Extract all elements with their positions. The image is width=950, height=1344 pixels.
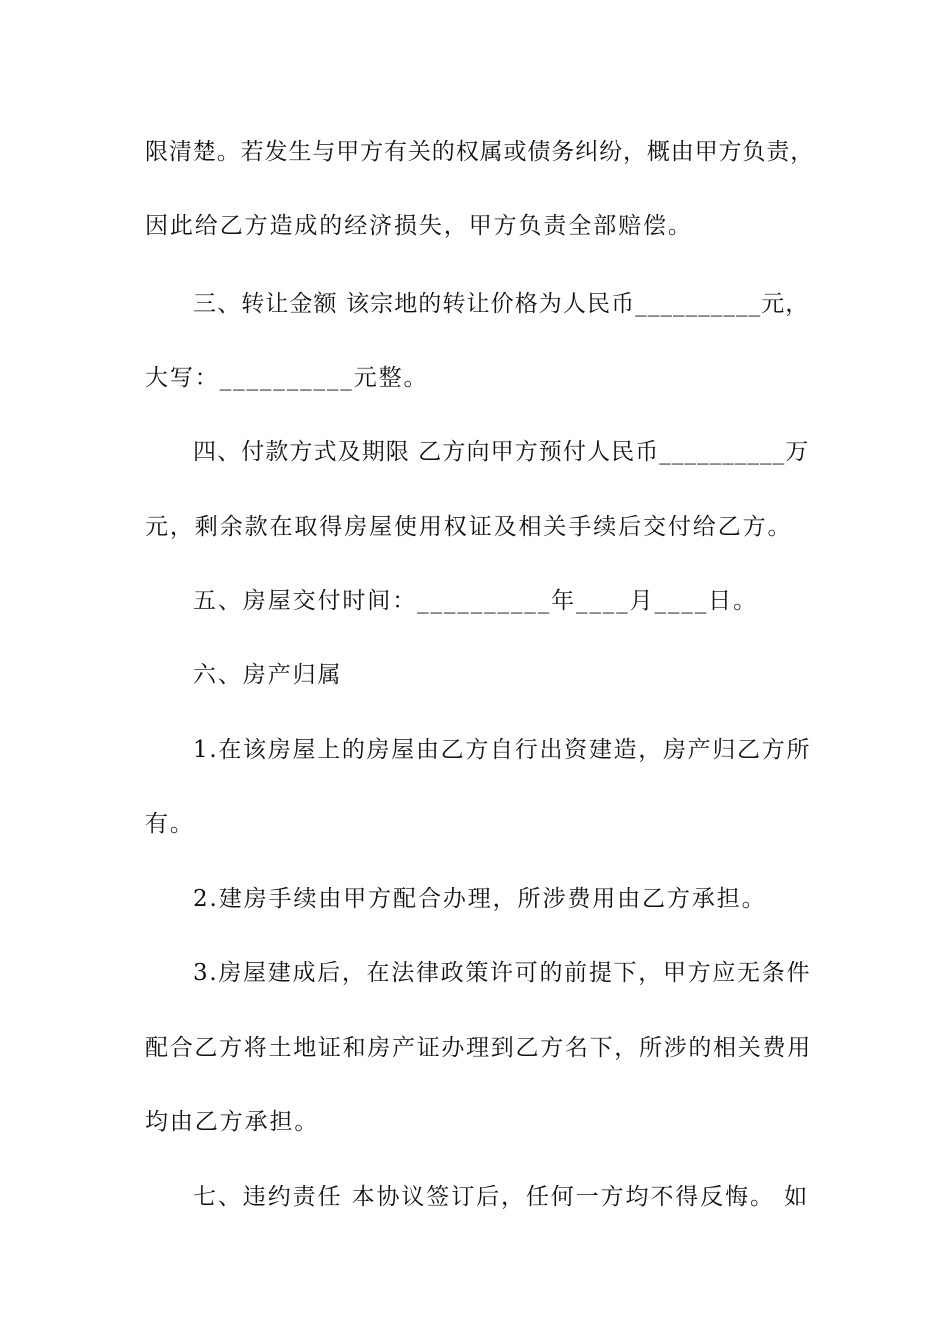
paragraph-line: 有。 bbox=[145, 811, 195, 837]
clause-three-line: 三、转让金额 该宗地的转让价格为人民币__________元， bbox=[193, 291, 810, 317]
clause-six-heading: 六、房产归属 bbox=[193, 662, 343, 688]
clause-seven-line: 七、违约责任 本协议签订后，任何一方均不得反悔。 如 bbox=[193, 1184, 810, 1210]
item-one-line: 1.在该房屋上的房屋由乙方自行出资建造，房产归乙方所 bbox=[193, 737, 812, 763]
paragraph-line: 均由乙方承担。 bbox=[145, 1109, 320, 1135]
paragraph-line: 限清楚。若发生与甲方有关的权属或债务纠纷，概由甲方负责， bbox=[145, 139, 815, 165]
item-three-line: 3.房屋建成后，在法律政策许可的前提下，甲方应无条件 bbox=[193, 960, 812, 986]
clause-four-line: 四、付款方式及期限 乙方向甲方预付人民币__________万 bbox=[193, 439, 810, 465]
paragraph-line: 元，剩余款在取得房屋使用权证及相关手续后交付给乙方。 bbox=[145, 514, 793, 540]
clause-five-line: 五、房屋交付时间：__________年____月____日。 bbox=[193, 588, 758, 614]
paragraph-line: 配合乙方将土地证和房产证办理到乙方名下，所涉的相关费用 bbox=[145, 1035, 812, 1061]
item-two-line: 2.建房手续由甲方配合办理，所涉费用由乙方承担。 bbox=[193, 886, 767, 912]
paragraph-line: 大写：__________元整。 bbox=[145, 365, 429, 391]
paragraph-line: 因此给乙方造成的经济损失，甲方负责全部赔偿。 bbox=[145, 213, 693, 239]
